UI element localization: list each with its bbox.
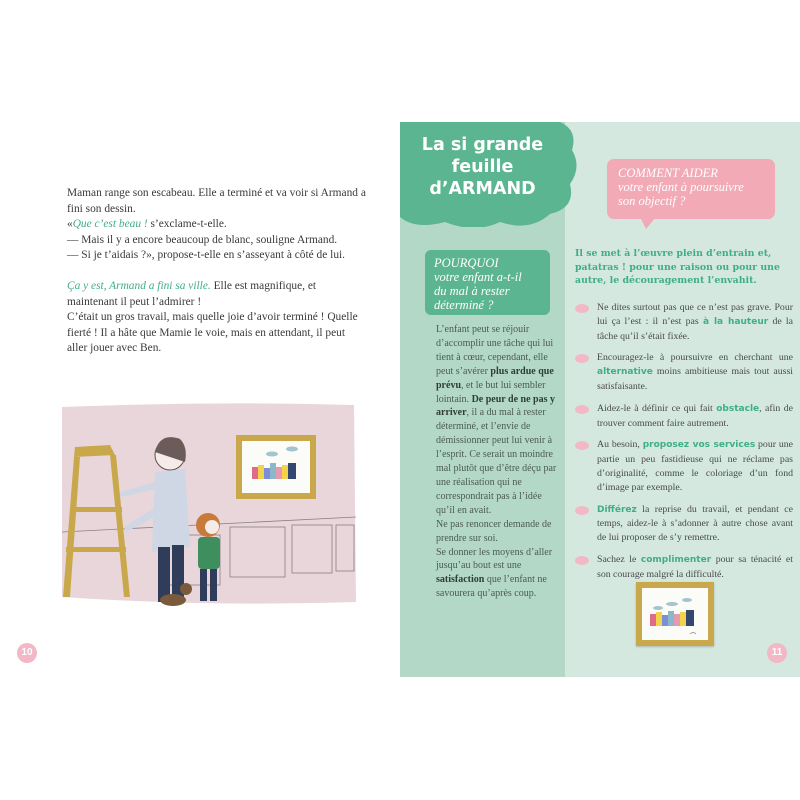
text-span: , afin de trouver comment faire autrement. bbox=[597, 402, 793, 429]
story-paragraph bbox=[67, 217, 367, 233]
tip-item bbox=[575, 503, 793, 545]
text-span: Sachez le bbox=[597, 553, 641, 565]
page-number-right: 11 bbox=[767, 643, 787, 663]
text-span: , il a du mal à rester déterminé, et l’envie de démissionner peut lui venir à l’esprit. Ce serait un moindre mal plutôt que d’être déçu par une réalisation qui ne correspondrait pas à l’idée qu’il en avait. bbox=[436, 407, 557, 516]
tip-item bbox=[575, 301, 793, 343]
pourquoi-box bbox=[425, 250, 550, 315]
pink-bullet-icon bbox=[575, 441, 589, 450]
text-span: moins ambitieuse mais tout aussi satisfaisante. bbox=[597, 366, 793, 392]
comment-aider-bubble bbox=[607, 159, 775, 219]
left-page bbox=[0, 122, 400, 677]
text-span: Ne dites surtout pas que ce n’est pas grave. Pour lui ça l’est : il n’est pas bbox=[597, 302, 793, 327]
pink-bullet-icon bbox=[575, 405, 589, 414]
page-number-left: 10 bbox=[17, 643, 37, 663]
pourquoi-paragraph bbox=[436, 546, 561, 602]
tip-highlight: Différez bbox=[597, 504, 637, 515]
tip-item bbox=[575, 402, 793, 431]
pink-bullet-icon bbox=[575, 556, 589, 565]
comment-subheading: votre enfant à poursuivre bbox=[618, 180, 744, 194]
text-span: Encouragez-le à poursuivre en cherchant une bbox=[597, 352, 793, 364]
pourquoi-subheading: votre enfant a-t-il bbox=[434, 270, 522, 284]
story-paragraph: — Si je t’aidais ?», propose-t-elle en s’asseyant à côté de lui. bbox=[67, 249, 346, 262]
tip-item bbox=[575, 438, 793, 494]
text-span: que l’enfant ne savourera qu’après coup. bbox=[436, 574, 547, 600]
story-paragraph: C’était un gros travail, mais quelle joie d’avoir terminé ! Quelle fierté ! Il a hâte que Mamie le voie, mais en attendant, il peut aller jouer avec Ben. bbox=[67, 311, 358, 355]
tip-highlight: à la hauteur bbox=[702, 316, 769, 327]
story-text-span: Elle est magnifique, et maintenant il peut l’admirer ! bbox=[67, 279, 317, 308]
story-text bbox=[67, 186, 367, 357]
story-paragraph: — Mais il y a encore beaucoup de blanc, souligne Armand. bbox=[67, 233, 338, 246]
comment-subheading: son objectif ? bbox=[618, 194, 686, 208]
intro-text: Il se met à l’œuvre plein d’entrain et, patatras ! pour une raison ou pour une autre, le découragement l’envahit. bbox=[575, 248, 780, 286]
pourquoi-paragraph: Ne pas renoncer demande de prendre sur soi. bbox=[436, 518, 552, 544]
pourquoi-paragraph bbox=[436, 323, 561, 518]
title-line: feuille bbox=[451, 157, 514, 177]
bold-span: De peur de ne pas y arriver bbox=[436, 393, 555, 419]
title-line: d’ARMAND bbox=[429, 179, 536, 199]
framed-picture bbox=[636, 582, 714, 646]
speech-bubble-tail bbox=[640, 217, 656, 229]
tip-highlight: complimenter bbox=[640, 554, 712, 565]
story-quote: Que c’est beau ! bbox=[72, 218, 148, 231]
bold-span: satisfaction bbox=[436, 574, 485, 586]
text-span: de la tâche qu’il s’était fixée. bbox=[597, 315, 794, 342]
story-highlight: Ça y est, Armand a fini sa ville. bbox=[67, 279, 211, 292]
page-title bbox=[400, 134, 565, 200]
text-span: Au besoin, bbox=[597, 439, 643, 451]
pourquoi-subheading: déterminé ? bbox=[434, 298, 494, 312]
title-line: La si grande bbox=[421, 135, 544, 155]
pink-bullet-icon bbox=[575, 506, 589, 515]
tip-highlight: proposez vos services bbox=[642, 440, 756, 451]
right-page bbox=[400, 122, 800, 677]
text-span: la reprise du travail, et pendant ce temps, aidez-le à s’adonner à autre chose avant de lui proposer de s’y remettre. bbox=[597, 503, 793, 544]
story-illustration bbox=[60, 397, 360, 627]
tip-item bbox=[575, 553, 793, 582]
pourquoi-subheading: du mal à rester bbox=[434, 284, 510, 298]
quote-mark: « bbox=[67, 218, 73, 231]
bold-span: plus ardue que prévu bbox=[436, 365, 554, 391]
tips-list bbox=[575, 301, 793, 590]
story-text-span: s’exclame-t-elle. bbox=[147, 218, 227, 231]
text-span: pour sa ténacité et son courage malgré la difficulté. bbox=[597, 553, 793, 580]
text-span: Se donner les moyens d’aller jusqu’au bout est une bbox=[436, 546, 553, 572]
text-span: Aidez-le à définir ce qui fait bbox=[597, 402, 717, 414]
text-span: L’enfant peut se réjouir d’accomplir une tâche qui lui tient à cœur, cependant, elle peut s’avérer bbox=[436, 324, 554, 377]
pink-bullet-icon bbox=[575, 304, 589, 313]
pourquoi-body bbox=[436, 323, 561, 601]
pink-bullet-icon bbox=[575, 354, 589, 363]
tip-item bbox=[575, 351, 793, 393]
framed-drawing bbox=[642, 588, 708, 640]
text-span: pour une partie un peu fastidieuse qui ne réclame pas d’originalité, comme le coloriage d’un fond d’image par exemple. bbox=[597, 439, 793, 493]
story-paragraph bbox=[67, 279, 367, 310]
story-paragraph: Maman range son escabeau. Elle a terminé et va voir si Armand a fini son dessin. bbox=[67, 187, 366, 215]
tip-highlight: alternative bbox=[597, 367, 653, 378]
houses-drawing-icon bbox=[642, 588, 708, 640]
pourquoi-heading: POURQUOI bbox=[434, 256, 499, 270]
comment-heading: COMMENT AIDER bbox=[618, 166, 718, 180]
text-span: , et le but lui sembler lointain. bbox=[436, 379, 546, 405]
tip-highlight: obstacle bbox=[716, 403, 760, 414]
